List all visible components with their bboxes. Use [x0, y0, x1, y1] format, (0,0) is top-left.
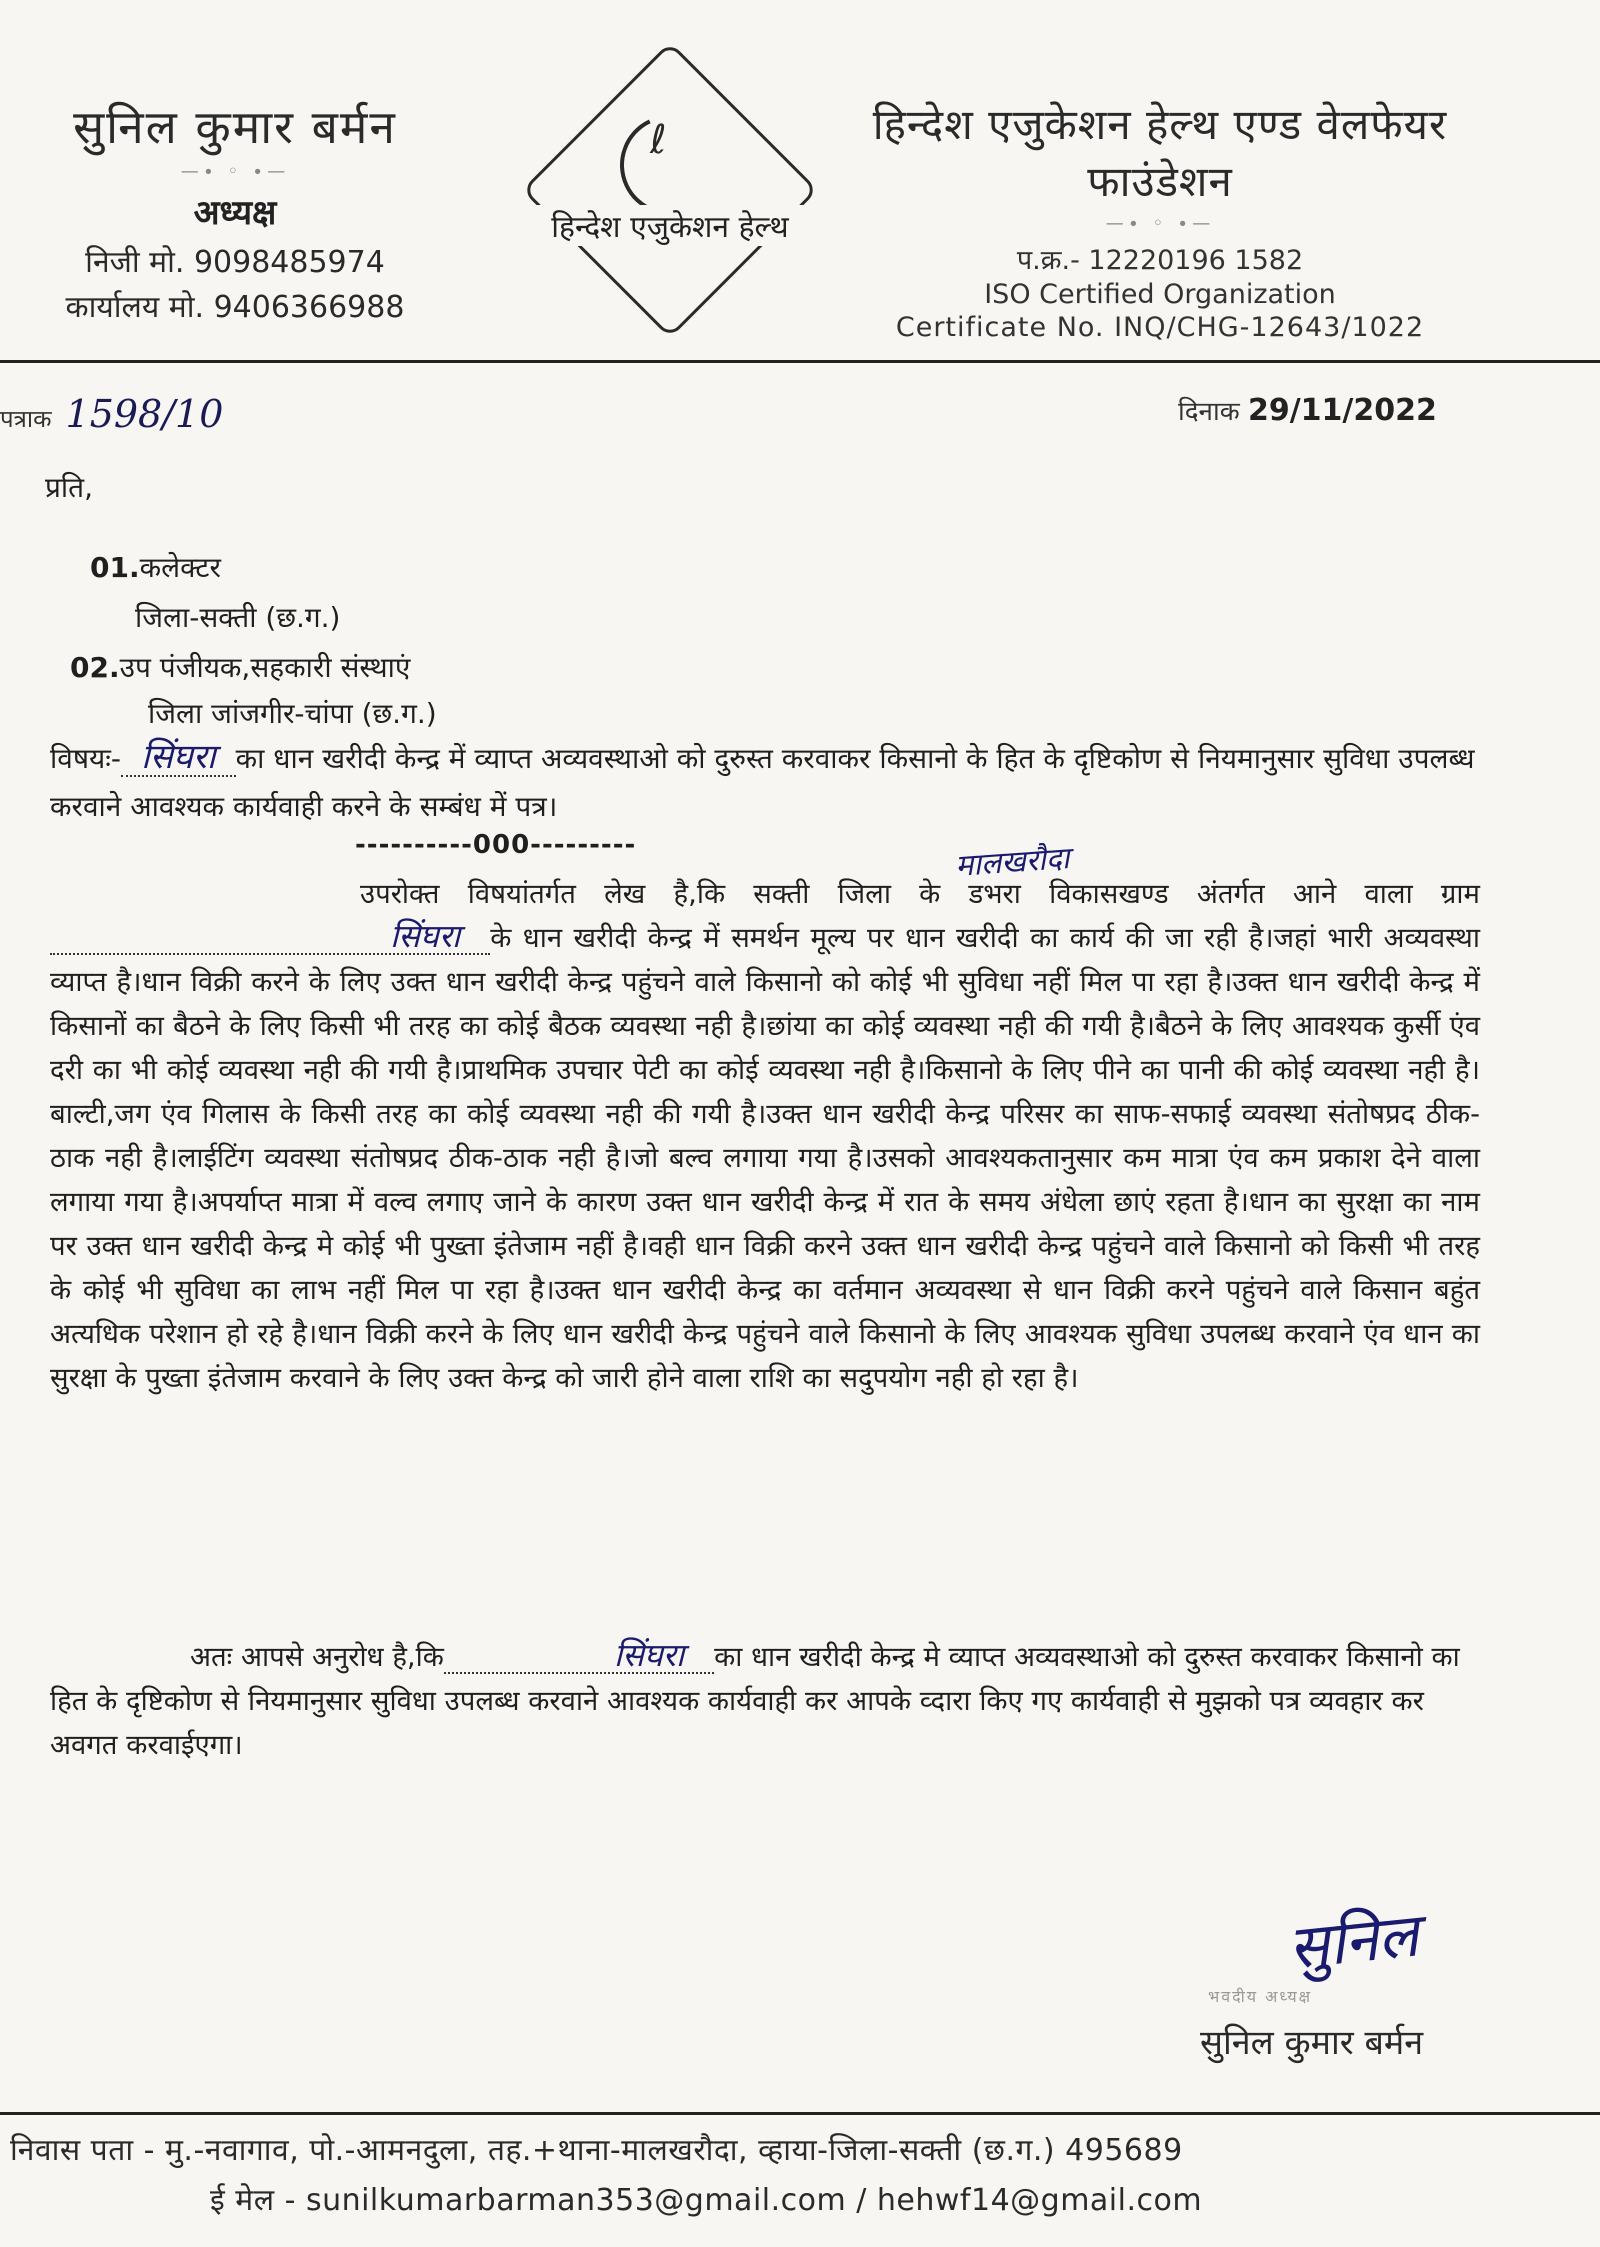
request-handwritten-village: सिंघरा	[444, 1638, 714, 1674]
reference-number: 1598/10	[65, 392, 224, 436]
recipient-2-number: 02.	[70, 651, 120, 684]
request-paragraph	[50, 1635, 1480, 1767]
subject-label: विषयः-	[50, 742, 122, 775]
subject-text: का धान खरीदी केन्द्र में व्याप्त अव्यवस्थाओ को दुरुस्त करवाकर किसानो के हित के दृष्टिकोण से नियमानुसार सुविधा उपलब्ध करवाने आवश्यक कार्यवाही करने के सम्बंध में पत्र।	[50, 742, 1475, 823]
request-part-2: का धान खरीदी केन्द्र मे व्याप्त अव्यवस्थाओ को दुरुस्त करवाकर किसानो का हित के दृष्टिकोण से नियमानुसार सुविधा उपलब्ध करवाने आवश्यक कार्यवाही कर आपके व्दारा किए गए कार्यवाही से मुझको पत्र व्यवहार कर अवगत करवाईएगा।	[50, 1641, 1460, 1761]
subject-handwritten-village: सिंघरा	[121, 739, 236, 777]
date-label: दिनाक	[1178, 397, 1240, 427]
body-part-1: उपरोक्त विषयांतर्गत लेख है,कि सक्ती जिला के डभरा विकासखण्ड अंतर्गत आने वाला ग्राम	[360, 878, 1480, 910]
header-divider	[0, 360, 1600, 363]
date-line	[1178, 392, 1437, 428]
recipient-1-number: 01.	[90, 551, 140, 584]
footer-email: ई मेल - sunilkumarbarman353@gmail.com / hehwf14@gmail.com	[210, 2183, 1203, 2218]
body-paragraph	[50, 872, 1480, 1400]
logo-text: हिन्देश एजुकेशन हेल्थ	[470, 205, 870, 246]
body-part-2: के धान खरीदी केन्द्र में समर्थन मूल्य पर धान खरीदी का कार्य की जा रही है।जहां भारी अव्यवस्था व्याप्त है।धान विक्री करने के लिए उक्त धान खरीदी केन्द्र पहुंचने वाले किसानो को कोई भी सुविधा नहीं मिल पा रहा है।उक्त धान खरीदी केन्द्र में किसानों का बैठने के लिए किसी भी तरह का कोई बैठक व्यवस्था नही है।छांया का कोई व्यवस्था नही की गयी है।बैठने के लिए आवश्यक कुर्सी एंव दरी का भी कोई व्यवस्था नही की गयी है।प्राथमिक उपचार पेटी का कोई व्यवस्था नही है।किसानो के लिए पीने का पानी की कोई व्यवस्था नही है।बाल्टी,जग एंव गिलास के किसी तरह का कोई व्यवस्था नही की गयी है।उक्त धान खरीदी केन्द्र परिसर का साफ-सफाई व्यवस्था संतोषप्रद ठीक-ठाक नही है।लाईटिंग व्यवस्था संतोषप्रद ठीक-ठाक नही है।जो बल्व लगाया गया है।उसको आवश्यकतानुसार कम मात्रा एंव कम प्रकाश देने वाला लगाया गया है।अपर्याप्त मात्रा में वल्व लगाए जाने के कारण उक्त धान खरीदी केन्द्र में रात के समय अंधेला छाएं रहता है।धान का सुरक्षा का नाम पर उक्त धान खरीदी केन्द्र मे कोई भी पुख्ता इंतेजाम नहीं है।वही धान विक्री करने उक्त धान खरीदी केन्द्र पहुंचने वाले किसानो को किसी भी तरह के कोई भी सुविधा का लाभ नहीं मिल पा रहा है।उक्त धान खरीदी केन्द्र का वर्तमान अव्यवस्था से धान विक्री करने पहुंचने वाले किसान बहुंत अत्यधिक परेशान हो रहे है।धान विक्री करने के लिए धान खरीदी केन्द्र पहुंचने वाले किसानो के लिए आवश्यक सुविधा उपलब्ध करवाने एंव धान का सुरक्षा के पुख्ता इंतेजाम करवाने के लिए उक्त केन्द्र को जारी होने वाला राशि का सदुपयोग नही हो रहा है।	[50, 922, 1480, 1394]
footer-address: निवास पता - मु.-नवागाव, पो.-आमनदुला, तह.+थाना-मालखरौदा, व्हाया-जिला-सक्ती (छ.ग.) 495689	[10, 2133, 1183, 2168]
request-part-1: अतः आपसे अनुरोध है,कि	[190, 1641, 444, 1673]
ornament-divider: —∙ ◦ ∙—	[1105, 213, 1215, 234]
president-role: अध्यक्ष	[193, 193, 277, 233]
recipient-2-title: उप पंजीयक,सहकारी संस्थाएं	[119, 651, 411, 684]
salutation: प्रति,	[45, 471, 94, 504]
iso-label: ISO Certified Organization	[984, 279, 1336, 310]
date-value: 29/11/2022	[1247, 393, 1437, 428]
office-phone: कार्यालय मो. 9406366988	[65, 290, 405, 325]
reference-line	[0, 392, 223, 436]
separator: ----------000---------	[355, 830, 637, 860]
recipient-1-place: जिला-सक्ती (छ.ग.)	[135, 601, 341, 634]
certificate-number: Certificate No. INQ/CHG-12643/1022	[895, 312, 1425, 343]
registration-number: प.क्र.- 12220196 1582	[1016, 245, 1304, 276]
handwritten-block-name: मालखरौदा	[954, 841, 1071, 884]
signature-faint-text: भवदीय अध्यक्ष	[1208, 1987, 1313, 2006]
handwritten-signature: सुनिल	[1285, 1900, 1422, 1984]
reference-label: पत्राक	[0, 405, 52, 433]
letterhead-left	[0, 95, 470, 326]
footer-divider	[0, 2112, 1600, 2115]
recipient-2	[70, 648, 410, 686]
signatory-name: सुनिल कुमार बर्मन	[1200, 2023, 1424, 2063]
subject-line	[50, 735, 1480, 831]
recipient-1	[90, 548, 221, 586]
personal-phone: निजी मो. 9098485974	[85, 245, 385, 280]
organization-logo	[470, 55, 870, 355]
recipient-1-title: कलेक्टर	[139, 551, 221, 584]
recipient-2-place: जिला जांजगीर-चांपा (छ.ग.)	[148, 697, 437, 730]
organization-name: हिन्देश एजुकेशन हेल्थ एण्ड वेलफेयर फाउंडेशन	[872, 100, 1448, 206]
president-name: सुनिल कुमार बर्मन	[73, 100, 397, 154]
letterhead-right	[815, 95, 1505, 343]
logo-figure-icon: ℓ	[650, 117, 667, 163]
ornament-divider: —∙ ◦ ∙—	[180, 161, 290, 182]
body-handwritten-village: सिंघरा	[50, 919, 490, 955]
